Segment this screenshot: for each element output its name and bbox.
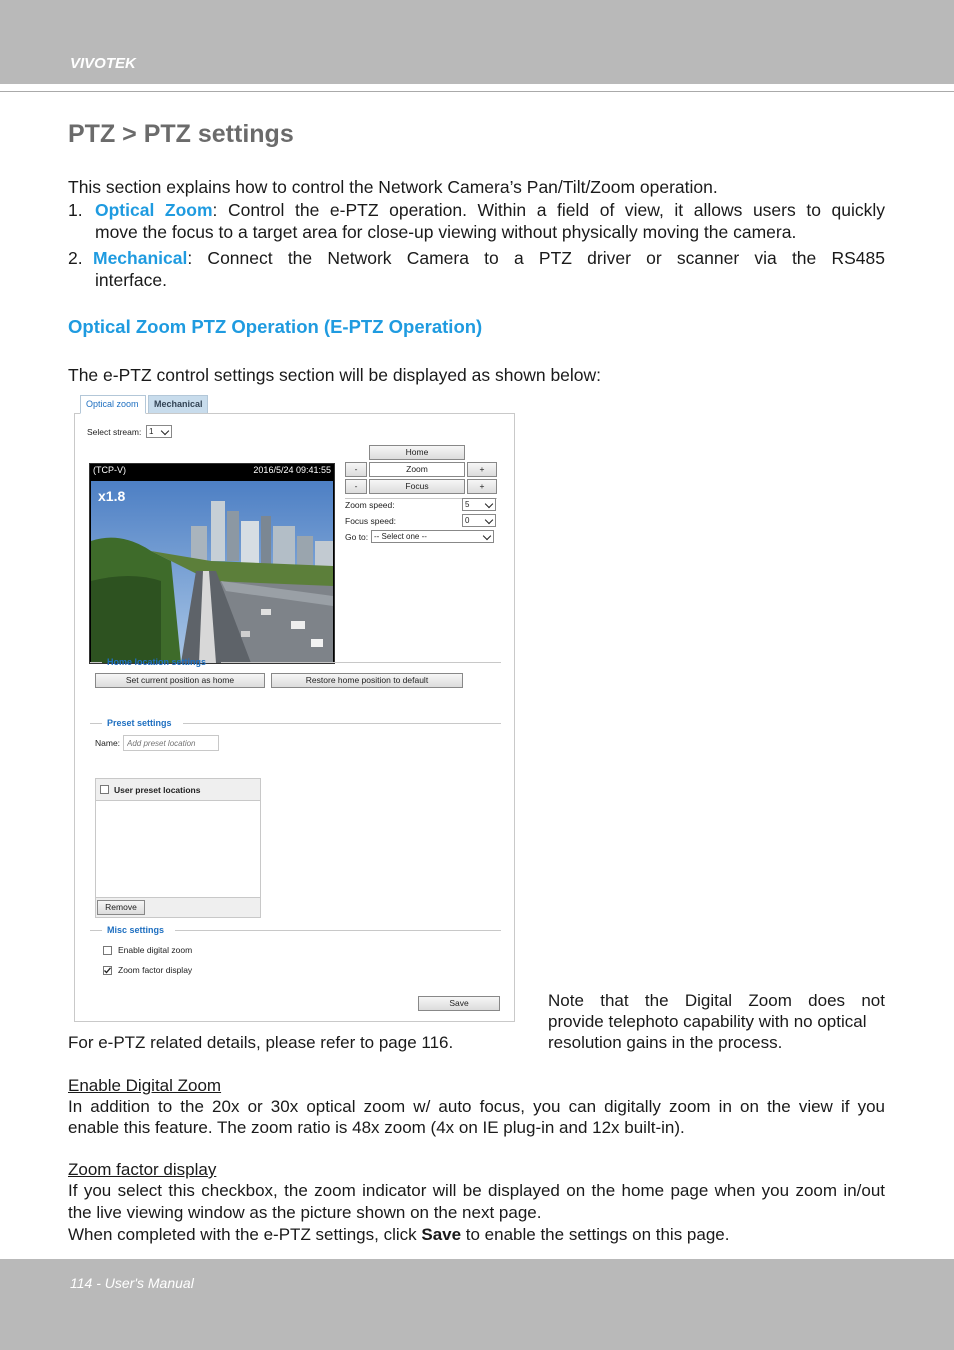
zoom-in-button[interactable]: + (467, 462, 497, 477)
note-line-3: resolution gains in the process. (548, 1033, 783, 1052)
preset-list (95, 778, 261, 918)
page-footer (0, 1259, 954, 1350)
zoom-factor-line-1: If you select this checkbox, the zoom indicator will be displayed on the home page when you zoom in/out (68, 1181, 885, 1200)
goto-dropdown[interactable]: -- Select one -- (371, 530, 494, 543)
misc-section-line-right (175, 930, 501, 931)
header-divider (0, 91, 954, 92)
enable-digital-zoom-line-2: enable this feature. The zoom ratio is 48x zoom (4x on IE plug-in and 12x built-in). (68, 1118, 685, 1137)
goto-label: Go to: (345, 532, 369, 542)
save-instruction-before: When completed with the e-PTZ settings, click (68, 1225, 422, 1244)
zoom-factor-display-label: Zoom factor display (118, 965, 193, 975)
zoom-indicator: x1.8 (98, 488, 126, 504)
misc-section-title: Misc settings (107, 925, 165, 935)
item-2-num: 2. (68, 248, 83, 268)
zoom-factor-display-checkbox[interactable] (103, 966, 112, 975)
zoom-speed-dropdown[interactable]: 5 (462, 498, 496, 511)
select-stream-label: Select stream: (87, 427, 142, 437)
preset-name-label: Name: (95, 738, 121, 748)
save-instruction-after: to enable the settings on this page. (461, 1225, 730, 1244)
item-2-term: Mechanical (93, 248, 188, 268)
zoom-factor-heading: Zoom factor display (68, 1160, 217, 1179)
live-view-status-bar (90, 464, 334, 478)
remove-preset-button[interactable]: Remove (97, 900, 145, 915)
focus-label: Focus (369, 479, 465, 494)
home-location-section-title: Home location settings (107, 657, 207, 667)
settings-panel (74, 413, 515, 1022)
item-1-text: : Control the e-PTZ operation. Within a field of view, it allows users to quickly (212, 200, 886, 220)
home-button[interactable]: Home (369, 445, 465, 460)
enable-digital-zoom-line-1: In addition to the 20x or 30x optical zoom w/ auto focus, you can digitally zoom in on the view if you (68, 1097, 885, 1116)
focus-far-button[interactable]: + (467, 479, 497, 494)
page-header (0, 0, 954, 84)
zoom-label: Zoom (369, 462, 465, 477)
save-instruction-bold: Save (421, 1225, 462, 1244)
note-line-1: Note that the Digital Zoom does not (548, 991, 885, 1010)
zoom-out-button[interactable]: - (345, 462, 367, 477)
focus-speed-dropdown[interactable]: 0 (462, 514, 496, 527)
select-stream-dropdown[interactable]: 1 (146, 425, 172, 438)
preset-name-input[interactable] (123, 735, 219, 751)
item-2-line1 (93, 247, 885, 269)
cam-protocol: (TCP-V) (93, 465, 126, 475)
page-title: PTZ > PTZ settings (68, 120, 294, 148)
item-1-num: 1. (68, 200, 83, 220)
live-view (89, 463, 335, 664)
item-1-line2: move the focus to a target area for close-up viewing without physically moving the camera. (95, 222, 797, 242)
item-1-term: Optical Zoom (95, 200, 213, 220)
checkmark-icon (103, 966, 112, 975)
tab-mechanical[interactable]: Mechanical (148, 395, 208, 414)
set-home-button[interactable]: Set current position as home (95, 673, 265, 688)
misc-section-line-left (90, 930, 102, 931)
zoom-speed-label: Zoom speed: (345, 500, 395, 510)
user-preset-locations-label: User preset locations (114, 785, 201, 795)
enable-digital-zoom-heading: Enable Digital Zoom (68, 1076, 222, 1095)
item-2-text: : Connect the Network Camera to a PTZ driver or scanner via the RS485 (187, 248, 885, 268)
refer-text: For e-PTZ related details, please refer to page 116. (68, 1033, 454, 1052)
save-instruction (68, 1224, 729, 1245)
zoom-factor-line-2: the live viewing window as the picture shown on the next page. (68, 1203, 542, 1222)
restore-home-button[interactable]: Restore home position to default (271, 673, 463, 688)
focus-near-button[interactable]: - (345, 479, 367, 494)
preset-section-line-right (183, 723, 501, 724)
preset-list-footer (96, 897, 260, 917)
brand-logo: VIVOTEK (70, 55, 136, 72)
city-bridge-image (91, 481, 333, 663)
home-section-line-left (90, 662, 102, 663)
shown-below-text: The e-PTZ control settings section will be displayed as shown below: (68, 365, 602, 385)
section-subheading: Optical Zoom PTZ Operation (E-PTZ Operation) (68, 316, 483, 337)
enable-digital-zoom-label: Enable digital zoom (118, 945, 193, 955)
preset-section-line-left (90, 723, 102, 724)
save-button[interactable]: Save (418, 996, 500, 1011)
page-number-label: 114 - User's Manual (70, 1275, 194, 1291)
note-line-2: provide telephoto capability with no optical (548, 1012, 867, 1031)
home-section-line-right (221, 662, 501, 663)
select-all-presets-checkbox[interactable] (100, 785, 109, 794)
item-2-line2: interface. (95, 270, 167, 290)
focus-speed-label: Focus speed: (345, 516, 397, 526)
cam-timestamp: 2016/5/24 09:41:55 (253, 465, 331, 475)
ptz-settings-screenshot (74, 394, 515, 1022)
intro-text: This section explains how to control the Network Camera’s Pan/Tilt/Zoom operation. (68, 177, 718, 197)
preset-section-title: Preset settings (107, 718, 172, 728)
enable-digital-zoom-checkbox[interactable] (103, 946, 112, 955)
item-1-line1 (95, 199, 885, 221)
preset-list-header (96, 779, 260, 801)
tab-optical-zoom[interactable]: Optical zoom (80, 395, 146, 414)
